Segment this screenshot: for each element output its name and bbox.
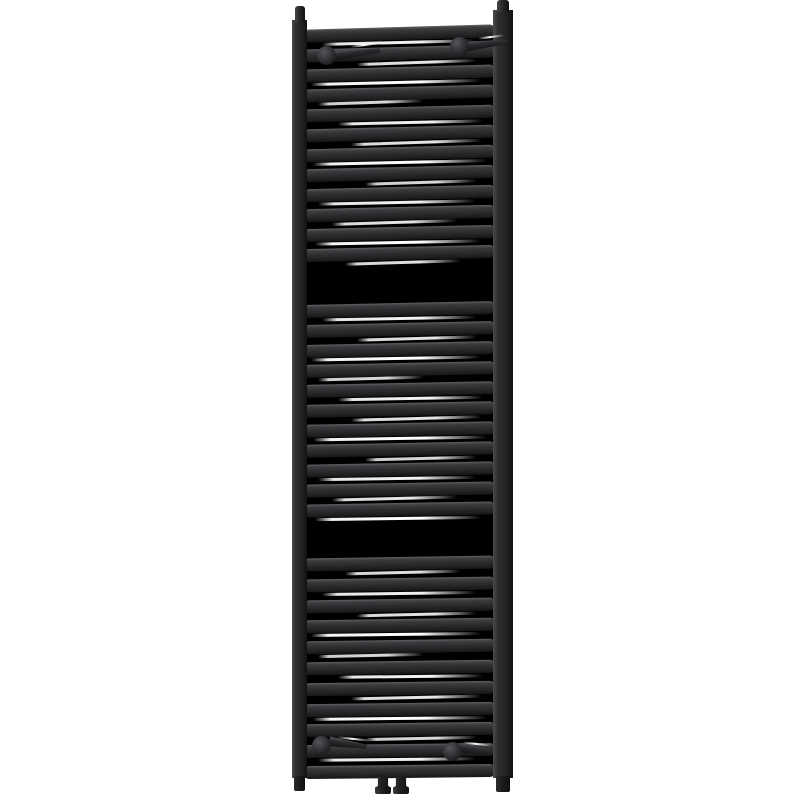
valve-connector xyxy=(393,777,409,794)
vent-cap-left xyxy=(295,6,305,22)
wall-bracket-knob xyxy=(312,736,331,755)
radiator-bar xyxy=(303,660,496,676)
rail-foot-left xyxy=(294,776,305,791)
valve-connector xyxy=(375,777,391,794)
collector-rail-left xyxy=(292,20,307,778)
radiator-bar xyxy=(303,681,496,696)
radiator-bar xyxy=(303,764,496,779)
collector-rail-right xyxy=(493,10,513,778)
rail-foot-right xyxy=(496,776,510,792)
radiator-bar xyxy=(303,701,496,716)
radiator-bar xyxy=(303,576,496,592)
radiator-bar xyxy=(303,597,496,613)
wall-bracket-knob xyxy=(443,742,462,761)
vent-cap-right xyxy=(497,0,509,12)
wall-bracket-knob xyxy=(317,46,336,65)
wall-bracket-knob xyxy=(450,37,469,56)
